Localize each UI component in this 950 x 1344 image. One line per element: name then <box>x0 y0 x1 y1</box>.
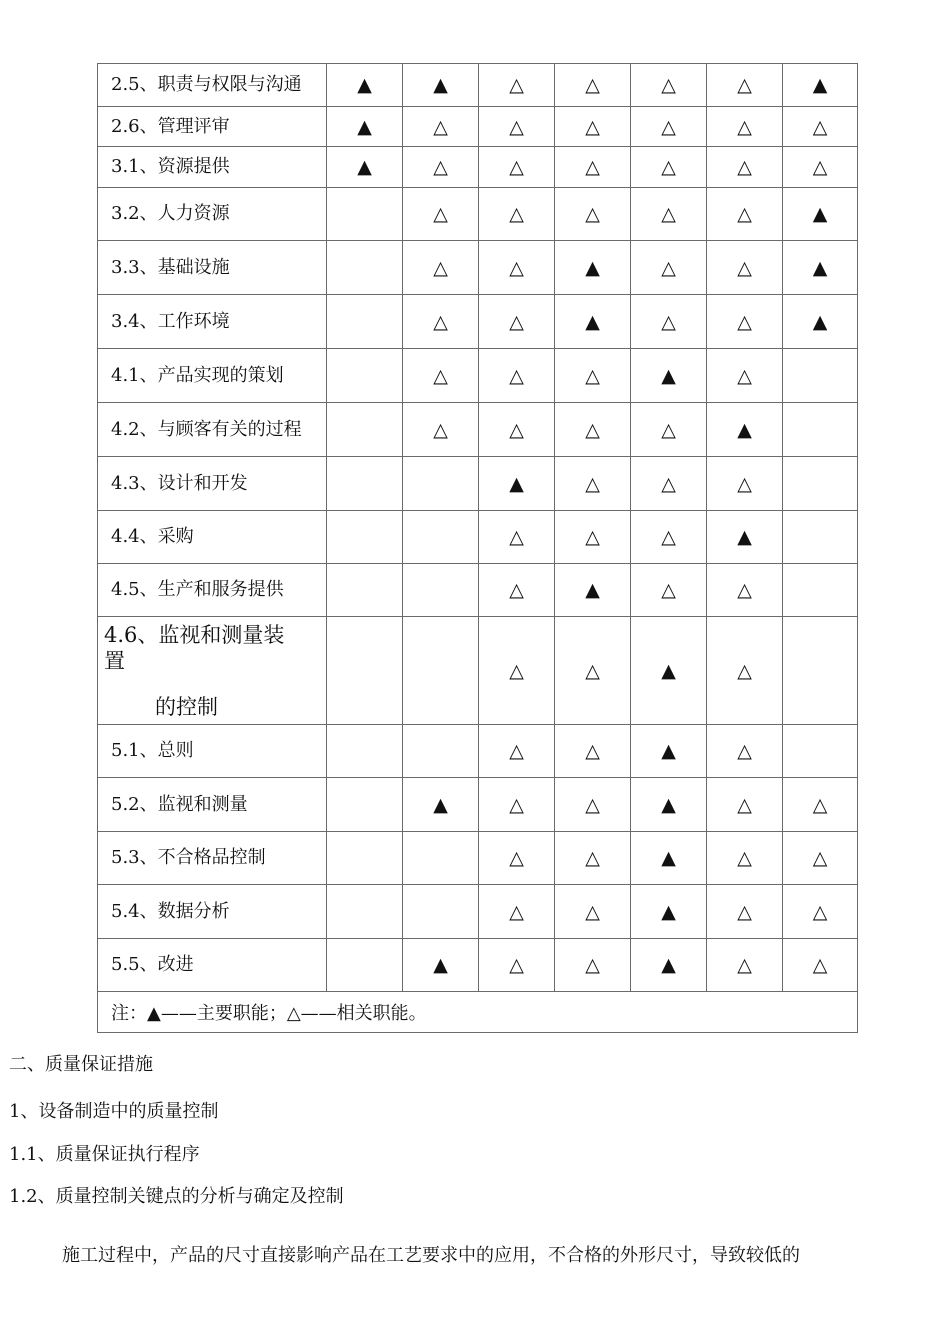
matrix-row <box>98 617 858 725</box>
empty-cell <box>327 295 403 349</box>
primary-function-mark: ▲ <box>327 147 403 188</box>
empty-cell <box>783 725 858 778</box>
empty-cell <box>327 349 403 403</box>
related-function-mark: △ <box>403 403 479 457</box>
related-function-mark: △ <box>479 241 555 295</box>
empty-cell <box>327 457 403 511</box>
primary-function-mark: ▲ <box>631 725 707 778</box>
matrix-row <box>98 457 858 511</box>
primary-function-mark: ▲ <box>631 617 707 725</box>
matrix-row <box>98 511 858 564</box>
primary-function-mark: ▲ <box>631 832 707 885</box>
empty-cell <box>403 564 479 617</box>
related-function-mark: △ <box>631 403 707 457</box>
related-function-mark: △ <box>555 188 631 241</box>
related-function-mark: △ <box>555 403 631 457</box>
matrix-row <box>98 885 858 939</box>
related-function-mark: △ <box>479 403 555 457</box>
related-function-mark: △ <box>555 349 631 403</box>
primary-function-mark: ▲ <box>783 64 858 107</box>
primary-function-mark: ▲ <box>631 778 707 832</box>
related-function-mark: △ <box>555 885 631 939</box>
primary-function-mark: ▲ <box>403 939 479 992</box>
related-function-mark: △ <box>479 617 555 725</box>
related-function-mark: △ <box>707 725 783 778</box>
primary-function-mark: ▲ <box>783 188 858 241</box>
related-function-mark: △ <box>707 349 783 403</box>
function-matrix-table <box>97 63 858 1033</box>
matrix-row <box>98 147 858 188</box>
row-label: 4.4、采购 <box>98 511 327 564</box>
related-function-mark: △ <box>631 511 707 564</box>
row-label-line: 4.6、监视和测量装 <box>104 622 285 647</box>
row-label: 3.2、人力资源 <box>98 188 327 241</box>
related-function-mark: △ <box>631 64 707 107</box>
empty-cell <box>327 939 403 992</box>
primary-function-mark: ▲ <box>707 511 783 564</box>
matrix-body <box>98 64 858 1033</box>
row-label <box>98 617 327 725</box>
row-label: 4.2、与顾客有关的过程 <box>98 403 327 457</box>
primary-function-mark: ▲ <box>479 457 555 511</box>
primary-function-mark: ▲ <box>555 564 631 617</box>
related-function-mark: △ <box>707 457 783 511</box>
row-label: 3.4、工作环境 <box>98 295 327 349</box>
primary-function-mark: ▲ <box>327 64 403 107</box>
related-function-mark: △ <box>479 939 555 992</box>
related-function-mark: △ <box>479 885 555 939</box>
empty-cell <box>327 885 403 939</box>
related-function-mark: △ <box>555 725 631 778</box>
subsection-heading: 1、设备制造中的质量控制 <box>9 1101 219 1122</box>
empty-cell <box>403 832 479 885</box>
related-function-mark: △ <box>479 188 555 241</box>
related-function-mark: △ <box>631 147 707 188</box>
row-label: 4.3、设计和开发 <box>98 457 327 511</box>
related-function-mark: △ <box>479 64 555 107</box>
related-function-mark: △ <box>707 147 783 188</box>
related-function-mark: △ <box>707 241 783 295</box>
row-label-line: 的控制 <box>155 694 218 719</box>
related-function-mark: △ <box>555 64 631 107</box>
related-function-mark: △ <box>783 939 858 992</box>
row-label: 3.3、基础设施 <box>98 241 327 295</box>
empty-cell <box>783 617 858 725</box>
related-function-mark: △ <box>555 832 631 885</box>
related-function-mark: △ <box>479 349 555 403</box>
related-function-mark: △ <box>479 511 555 564</box>
related-function-mark: △ <box>707 64 783 107</box>
row-label: 5.4、数据分析 <box>98 885 327 939</box>
related-function-mark: △ <box>479 295 555 349</box>
empty-cell <box>327 188 403 241</box>
matrix-row <box>98 403 858 457</box>
primary-function-mark: ▲ <box>327 107 403 147</box>
note-row <box>98 992 858 1033</box>
related-function-mark: △ <box>783 832 858 885</box>
row-label: 5.1、总则 <box>98 725 327 778</box>
row-label: 4.5、生产和服务提供 <box>98 564 327 617</box>
related-function-mark: △ <box>631 107 707 147</box>
matrix-row <box>98 241 858 295</box>
related-function-mark: △ <box>783 885 858 939</box>
row-label-line: 置 <box>104 648 125 673</box>
empty-cell <box>327 778 403 832</box>
related-function-mark: △ <box>403 349 479 403</box>
empty-cell <box>783 511 858 564</box>
related-function-mark: △ <box>707 617 783 725</box>
subsection-1-1: 1.1、质量保证执行程序 <box>9 1144 200 1165</box>
related-function-mark: △ <box>707 885 783 939</box>
related-function-mark: △ <box>403 295 479 349</box>
empty-cell <box>783 403 858 457</box>
matrix-row <box>98 564 858 617</box>
related-function-mark: △ <box>555 778 631 832</box>
related-function-mark: △ <box>631 457 707 511</box>
matrix-row <box>98 349 858 403</box>
empty-cell <box>403 457 479 511</box>
related-function-mark: △ <box>707 295 783 349</box>
related-function-mark: △ <box>555 511 631 564</box>
related-function-mark: △ <box>403 147 479 188</box>
primary-function-mark: ▲ <box>783 241 858 295</box>
body-paragraph: 施工过程中，产品的尺寸直接影响产品在工艺要求中的应用，不合格的外形尺寸，导致较低的 <box>62 1245 800 1266</box>
empty-cell <box>403 725 479 778</box>
related-function-mark: △ <box>783 107 858 147</box>
row-label: 2.6、管理评审 <box>98 107 327 147</box>
related-function-mark: △ <box>783 778 858 832</box>
related-function-mark: △ <box>555 617 631 725</box>
section-heading: 二、质量保证措施 <box>9 1054 153 1075</box>
related-function-mark: △ <box>479 832 555 885</box>
legend-note: 注：▲——主要职能；△——相关职能。 <box>98 992 858 1033</box>
related-function-mark: △ <box>479 725 555 778</box>
related-function-mark: △ <box>631 188 707 241</box>
row-label: 3.1、资源提供 <box>98 147 327 188</box>
related-function-mark: △ <box>631 564 707 617</box>
empty-cell <box>327 564 403 617</box>
related-function-mark: △ <box>555 147 631 188</box>
row-label: 2.5、职责与权限与沟通 <box>98 64 327 107</box>
row-label: 5.2、监视和测量 <box>98 778 327 832</box>
primary-function-mark: ▲ <box>631 349 707 403</box>
empty-cell <box>403 511 479 564</box>
matrix-row <box>98 832 858 885</box>
empty-cell <box>783 564 858 617</box>
related-function-mark: △ <box>707 188 783 241</box>
related-function-mark: △ <box>707 778 783 832</box>
primary-function-mark: ▲ <box>783 295 858 349</box>
related-function-mark: △ <box>403 188 479 241</box>
empty-cell <box>327 403 403 457</box>
matrix-row <box>98 939 858 992</box>
related-function-mark: △ <box>707 107 783 147</box>
primary-function-mark: ▲ <box>631 885 707 939</box>
empty-cell <box>327 511 403 564</box>
empty-cell <box>327 617 403 725</box>
row-label: 5.3、不合格品控制 <box>98 832 327 885</box>
row-label: 5.5、改进 <box>98 939 327 992</box>
related-function-mark: △ <box>479 564 555 617</box>
matrix-row <box>98 295 858 349</box>
related-function-mark: △ <box>631 295 707 349</box>
related-function-mark: △ <box>403 241 479 295</box>
related-function-mark: △ <box>707 564 783 617</box>
primary-function-mark: ▲ <box>555 295 631 349</box>
primary-function-mark: ▲ <box>707 403 783 457</box>
matrix-row <box>98 725 858 778</box>
subsection-1-2: 1.2、质量控制关键点的分析与确定及控制 <box>9 1186 344 1207</box>
matrix-row <box>98 778 858 832</box>
related-function-mark: △ <box>479 107 555 147</box>
related-function-mark: △ <box>555 107 631 147</box>
primary-function-mark: ▲ <box>403 64 479 107</box>
primary-function-mark: ▲ <box>555 241 631 295</box>
matrix-row <box>98 107 858 147</box>
related-function-mark: △ <box>707 832 783 885</box>
empty-cell <box>327 725 403 778</box>
primary-function-mark: ▲ <box>631 939 707 992</box>
related-function-mark: △ <box>631 241 707 295</box>
matrix-row <box>98 64 858 107</box>
related-function-mark: △ <box>783 147 858 188</box>
related-function-mark: △ <box>707 939 783 992</box>
empty-cell <box>783 349 858 403</box>
related-function-mark: △ <box>479 147 555 188</box>
matrix-row <box>98 188 858 241</box>
related-function-mark: △ <box>479 778 555 832</box>
related-function-mark: △ <box>555 457 631 511</box>
empty-cell <box>327 241 403 295</box>
primary-function-mark: ▲ <box>403 778 479 832</box>
related-function-mark: △ <box>555 939 631 992</box>
empty-cell <box>327 832 403 885</box>
related-function-mark: △ <box>403 107 479 147</box>
empty-cell <box>403 617 479 725</box>
empty-cell <box>783 457 858 511</box>
empty-cell <box>403 885 479 939</box>
row-label: 4.1、产品实现的策划 <box>98 349 327 403</box>
